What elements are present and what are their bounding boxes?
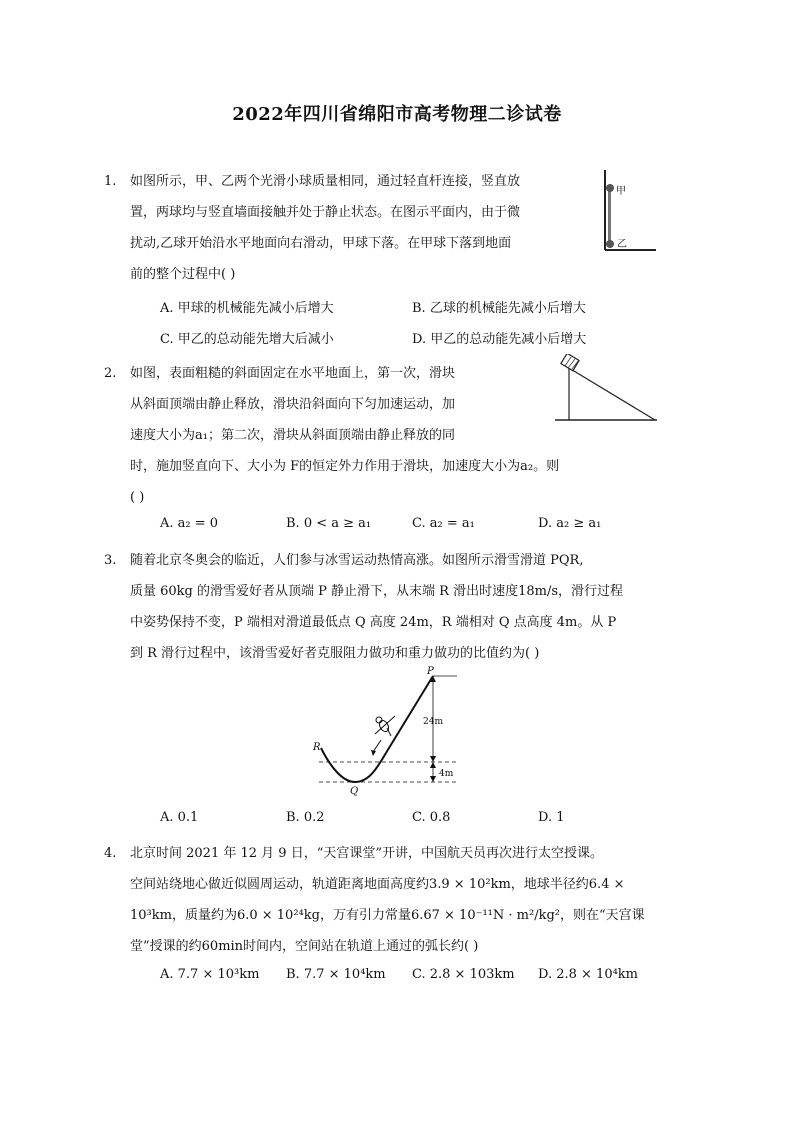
skier-icon <box>371 716 395 756</box>
question-text-line: 从斜面顶端由静止释放，滑块沿斜面向下匀加速运动，加 <box>130 397 456 412</box>
track-curve <box>321 676 433 782</box>
question-text-line: 如图所示，甲、乙两个光滑小球质量相同，通过轻直杆连接，竖直放 <box>130 174 521 189</box>
ball-yi <box>606 240 614 248</box>
label-r: R <box>313 742 321 753</box>
option-b[interactable]: B. 乙球的机械能先减小后增大 <box>412 301 586 316</box>
label-24m: 24m <box>423 717 443 727</box>
option-a[interactable]: A. a₂ = 0 <box>160 516 219 531</box>
option-a[interactable]: A. 甲球的机械能先减小后增大 <box>160 301 334 316</box>
question-text-line: 速度大小为a₁；第二次，滑块从斜面顶端由静止释放的同 <box>130 428 455 443</box>
question-text-line: 质量 60kg 的滑雪爱好者从顶端 P 静止滑下，从末端 R 滑出时速度18m/s，滑行过程 <box>130 584 623 599</box>
option-b[interactable]: B. 0 < a ≥ a₁ <box>286 516 372 531</box>
option-c[interactable]: C. 2.8 × 103km <box>412 967 515 982</box>
question-number: 3. <box>104 553 117 568</box>
label-q: Q <box>350 786 359 796</box>
option-d[interactable]: D. a₂ ≥ a₁ <box>538 516 602 531</box>
question-text-line: 前的整个过程中( ) <box>130 267 236 282</box>
option-a[interactable]: A. 7.7 × 10³km <box>160 967 260 982</box>
question-text-line: 10³km，质量约为6.0 × 10²⁴kg，万有引力常量6.67 × 10⁻¹¹N · m²/kg²，则在“天宫课 <box>130 908 645 923</box>
slider-block <box>561 354 579 371</box>
label-yi: 乙 <box>617 239 627 250</box>
question-4 <box>104 838 690 962</box>
option-a[interactable]: A. 0.1 <box>160 810 199 825</box>
option-b[interactable]: B. 0.2 <box>286 810 325 825</box>
question-text-line: 中姿势保持不变，P 端相对滑道最低点 Q 高度 24m，R 端相对 Q 点高度 4m。从 P <box>130 615 617 630</box>
question-text-line: 置，两球均与竖直墙面接触并处于静止状态。在图示平面内，由于微 <box>130 205 521 220</box>
option-d[interactable]: D. 2.8 × 10⁴km <box>538 967 639 982</box>
question-3 <box>104 545 690 669</box>
question-number: 4. <box>104 846 117 861</box>
question-text-line: 北京时间 2021 年 12 月 9 日，“天宫课堂”开讲，中国航天员再次进行太空授课。 <box>130 846 603 861</box>
question-text-line: 空间站绕地心做近似圆周运动，轨道距离地面高度约3.9 × 10²km，地球半径约6.4 × <box>130 877 625 892</box>
ball-jia <box>606 184 614 192</box>
option-c[interactable]: C. a₂ = a₁ <box>412 516 475 531</box>
option-c[interactable]: C. 0.8 <box>412 810 451 825</box>
question-text-line: 扰动,乙球开始沿水平地面向右滑动，甲球下落。在甲球下落到地面 <box>130 236 512 251</box>
label-p: P <box>427 666 434 677</box>
option-d[interactable]: D. 1 <box>538 810 565 825</box>
question-text-line: 到 R 滑行过程中，该滑雪爱好者克服阻力做功和重力做功的比值约为( ) <box>130 646 540 661</box>
question-number: 2. <box>104 366 117 381</box>
option-b[interactable]: B. 7.7 × 10⁴km <box>286 967 386 982</box>
page-title: 2022年四川省绵阳市高考物理二诊试卷 <box>232 104 562 125</box>
question-text-line: ( ) <box>130 490 145 505</box>
figure-incline <box>545 354 660 424</box>
option-c[interactable]: C. 甲乙的总动能先增大后减小 <box>160 332 334 347</box>
figure-rod-balls <box>598 168 658 258</box>
figure-ski-track <box>305 664 470 796</box>
rod <box>608 190 611 242</box>
question-text-line: 堂”授课的约60min时间内，空间站在轨道上通过的弧长约( ) <box>130 939 479 954</box>
question-number: 1. <box>104 174 117 189</box>
label-4m: 4m <box>439 769 454 779</box>
question-text-line: 随着北京冬奥会的临近，人们参与冰雪运动热情高涨。如图所示滑雪滑道 PQR, <box>130 553 584 568</box>
option-d[interactable]: D. 甲乙的总动能先减小后增大 <box>412 332 587 347</box>
label-jia: 甲 <box>616 186 626 197</box>
question-text-line: 时，施加竖直向下、大小为 F的恒定外力作用于滑块，加速度大小为a₂。则 <box>130 459 560 474</box>
question-text-line: 如图，表面粗糙的斜面固定在水平地面上，第一次，滑块 <box>130 366 456 381</box>
